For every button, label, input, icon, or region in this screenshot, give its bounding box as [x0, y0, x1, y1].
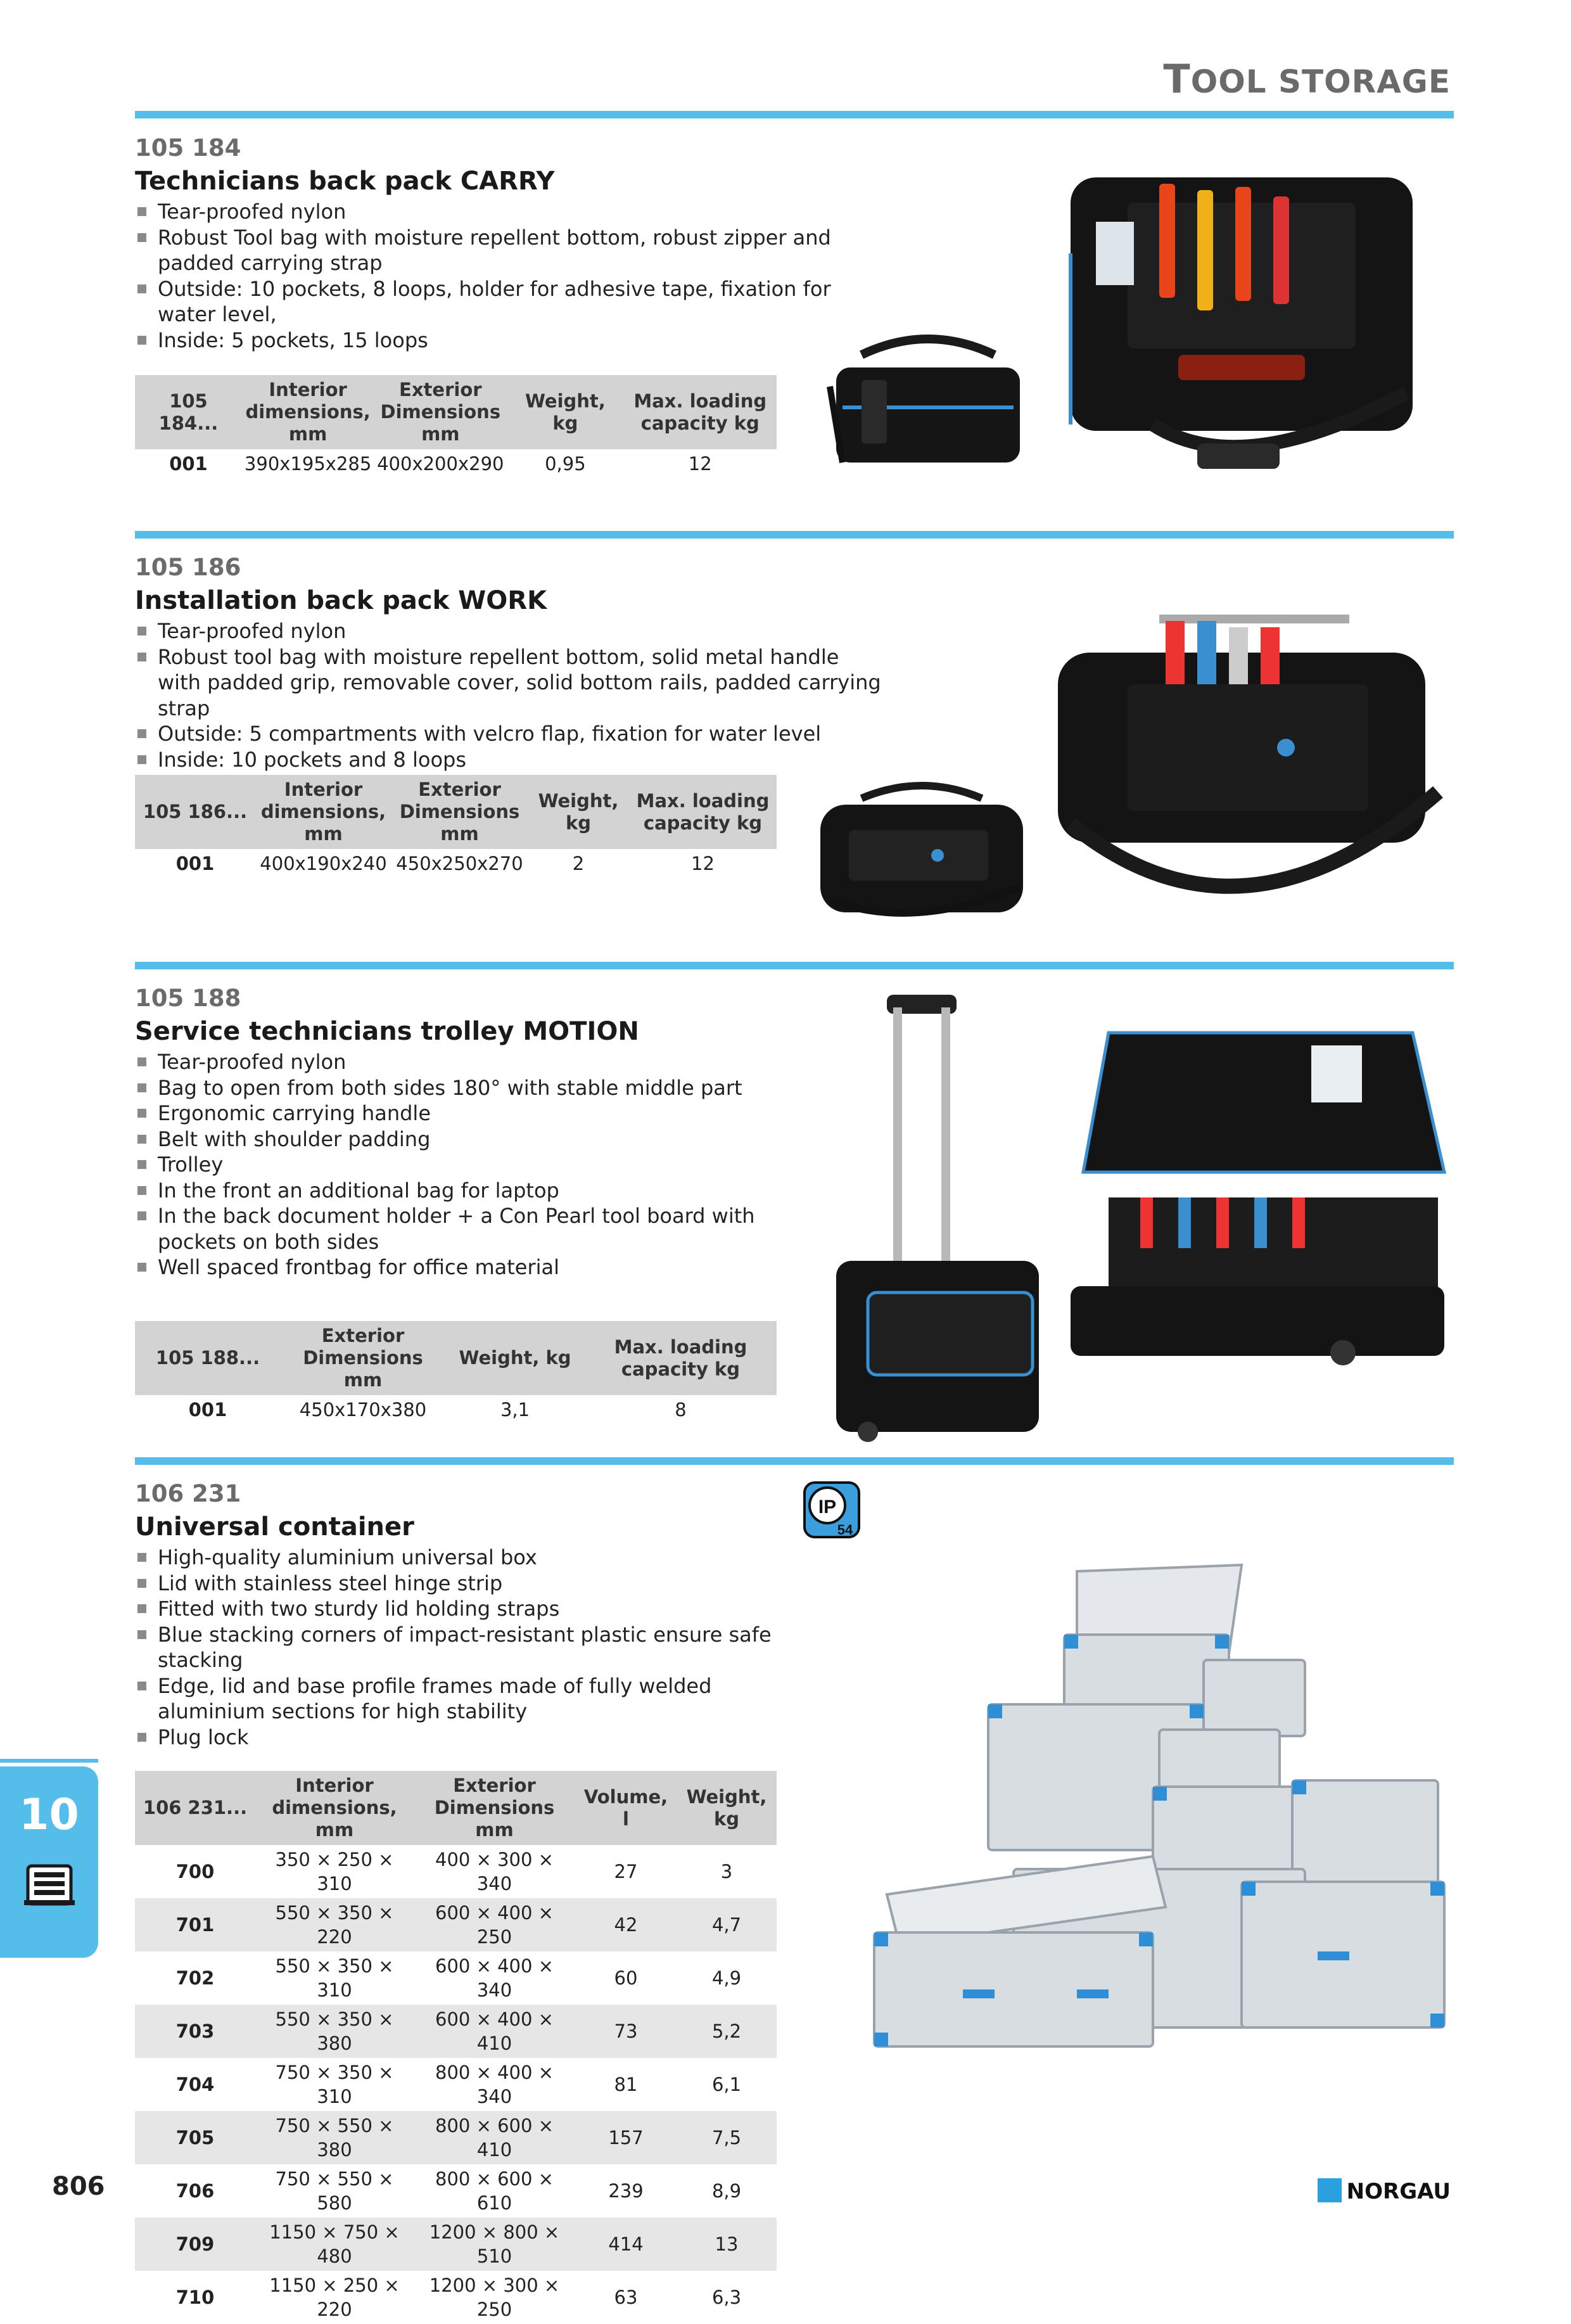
feature-item: Inside: 10 pockets and 8 loops	[135, 747, 882, 773]
table-cell: 550 × 350 × 380	[255, 2005, 414, 2058]
table-cell: 1200 × 300 × 250	[429, 2275, 560, 2320]
feature-list	[135, 1049, 838, 1280]
chapter-tab-line	[0, 1759, 98, 1763]
table-header: Max. loading capacity kg	[629, 775, 777, 849]
spec-table	[135, 775, 777, 878]
tool-cabinet-icon	[24, 1860, 75, 1910]
table-cell: 6,3	[711, 2287, 742, 2308]
table-cell: 2	[572, 853, 585, 874]
table-header: Exterior Dimensions mm	[391, 775, 528, 849]
feature-item: Tear-proofed nylon	[135, 199, 838, 225]
feature-item: Tear-proofed nylon	[135, 618, 882, 644]
backpack-work-large-image	[1033, 583, 1444, 938]
product-code: 105 184	[135, 134, 241, 162]
table-row	[135, 2111, 777, 2164]
table-cell: 12	[691, 853, 715, 874]
table-header: Volume, l	[575, 1771, 677, 1845]
table-row	[135, 1898, 777, 1951]
table-header: 105 184...	[135, 375, 242, 449]
product-code: 105 188	[135, 985, 241, 1012]
table-row	[135, 2271, 777, 2324]
table-cell: 81	[614, 2074, 638, 2095]
table-cell: 350 × 250 × 310	[275, 1849, 394, 1894]
table-cell: 701	[135, 1898, 255, 1951]
table-cell: 750 × 550 × 580	[275, 2168, 394, 2214]
table-header: 105 186...	[135, 775, 255, 849]
table-cell: 600 × 400 × 250	[414, 1898, 575, 1951]
feature-item: Lid with stainless steel hinge strip	[135, 1571, 794, 1597]
feature-item: Inside: 5 pockets, 15 loops	[135, 328, 838, 354]
feature-item: In the front an additional bag for laptop	[135, 1178, 838, 1204]
spec-table	[135, 375, 777, 478]
trolley-motion-image	[830, 988, 1045, 1445]
feature-item: In the back document holder + a Con Pearl tool board with pockets on both sides	[135, 1203, 838, 1255]
table-row	[135, 449, 777, 478]
table-cell: 3	[720, 1861, 733, 1882]
table-cell: 800 × 400 × 340	[435, 2062, 554, 2107]
table-cell: 73	[575, 2005, 677, 2058]
table-row	[135, 2058, 777, 2111]
table-cell: 414	[575, 2218, 677, 2271]
feature-item: Trolley	[135, 1152, 838, 1178]
backpack-carry-small-image	[824, 329, 1033, 475]
table-header: Weight, kg	[507, 375, 623, 449]
table-cell: 27	[614, 1861, 638, 1882]
feature-item: Ergonomic carrying handle	[135, 1101, 838, 1127]
table-cell: 550 × 350 × 310	[275, 1955, 394, 2001]
table-cell: 3,1	[500, 1399, 530, 1421]
table-row	[135, 2164, 777, 2218]
table-cell: 6,1	[711, 2074, 742, 2095]
feature-item: Belt with shoulder padding	[135, 1127, 838, 1152]
product-105184	[135, 132, 838, 353]
spec-table	[135, 1321, 777, 1424]
feature-item: Plug lock	[135, 1725, 794, 1751]
table-header: 106 231...	[135, 1771, 255, 1845]
feature-item: Robust tool bag with moisture repellent bottom, solid metal handle with padded grip, removable cover, solid bottom rails, padded carrying strap	[135, 644, 882, 722]
table-row	[135, 1845, 777, 1898]
product-105188	[135, 982, 838, 1280]
table-cell: 400x200x290	[377, 453, 504, 475]
table-cell: 8,9	[711, 2180, 742, 2202]
table-cell: 710	[175, 2287, 215, 2308]
table-cell: 157	[575, 2111, 677, 2164]
table-cell: 5,2	[677, 2005, 777, 2058]
table-cell: 13	[677, 2218, 777, 2271]
table-header: Interior dimensions, mm	[242, 375, 374, 449]
product-title: Installation back pack WORK	[135, 586, 547, 615]
table-cell: 001	[188, 1399, 227, 1421]
table-header: Exterior Dimensions mm	[374, 375, 507, 449]
table-cell: 750 × 550 × 380	[255, 2111, 414, 2164]
ip54-badge-icon	[803, 1481, 860, 1538]
product-title: Universal container	[135, 1512, 414, 1542]
table-cell: 709	[135, 2218, 255, 2271]
table-header-row	[135, 1771, 777, 1845]
table-header: Exterior Dimensions mm	[281, 1321, 445, 1395]
table-cell: 400 × 300 × 340	[435, 1849, 554, 1894]
backpack-work-small-image	[811, 773, 1033, 925]
feature-item: Well spaced frontbag for office material	[135, 1255, 838, 1280]
table-header: Max. loading capacity kg	[624, 375, 777, 449]
table-cell: 60	[614, 1967, 638, 1989]
table-cell: 7,5	[677, 2111, 777, 2164]
table-header: Interior dimensions, mm	[255, 1771, 414, 1845]
table-cell: 4,9	[711, 1967, 742, 1989]
table-row	[135, 2005, 777, 2058]
product-title: Technicians back pack CARRY	[135, 167, 555, 196]
table-cell: 450x250x270	[396, 853, 523, 874]
product-title: Service technicians trolley MOTION	[135, 1017, 639, 1046]
table-cell: 700	[175, 1861, 215, 1882]
table-header-row	[135, 1321, 777, 1395]
spec-table	[135, 1771, 777, 2324]
feature-item: Blue stacking corners of impact-resistant plastic ensure safe stacking	[135, 1622, 794, 1673]
table-row	[135, 1951, 777, 2005]
table-cell: 800 × 600 × 610	[435, 2168, 554, 2214]
table-cell: 1200 × 800 × 510	[414, 2218, 575, 2271]
product-105186	[135, 551, 882, 772]
aluminium-containers-image	[836, 1552, 1457, 2085]
table-cell: 001	[175, 853, 215, 874]
feature-item: Outside: 10 pockets, 8 loops, holder for adhesive tape, fixation for water level,	[135, 276, 838, 328]
backpack-carry-large-image	[1052, 127, 1432, 482]
table-cell: 390x195x285	[244, 453, 372, 475]
brand-logo	[1318, 2178, 1451, 2204]
svg-text:IP: IP	[818, 1497, 837, 1517]
feature-item: Tear-proofed nylon	[135, 1049, 838, 1075]
feature-item: Edge, lid and base profile frames made of fully welded aluminium sections for high stability	[135, 1673, 794, 1725]
table-cell: 1150 × 750 × 480	[255, 2218, 414, 2271]
table-header-row	[135, 375, 777, 449]
trolley-open-image	[1058, 1007, 1451, 1369]
page-number: 806	[52, 2172, 105, 2201]
feature-list	[135, 1545, 794, 1750]
header-divider	[135, 111, 1454, 118]
table-cell: 600 × 400 × 340	[435, 1955, 554, 2001]
feature-item: Outside: 5 compartments with velcro flap, fixation for water level	[135, 721, 882, 747]
table-cell: 4,7	[677, 1898, 777, 1951]
table-cell: 705	[135, 2111, 255, 2164]
table-header: Exterior Dimensions mm	[414, 1771, 575, 1845]
table-header: 105 188...	[135, 1321, 281, 1395]
feature-list	[135, 618, 882, 772]
table-cell: 8	[675, 1399, 687, 1421]
table-cell: 550 × 350 × 220	[255, 1898, 414, 1951]
table-cell: 600 × 400 × 410	[414, 2005, 575, 2058]
table-cell: 001	[169, 453, 208, 475]
table-cell: 706	[175, 2180, 215, 2202]
product-code: 106 231	[135, 1480, 241, 1507]
table-header: Interior dimensions, mm	[255, 775, 391, 849]
table-cell: 703	[135, 2005, 255, 2058]
product-106231	[135, 1478, 794, 1750]
table-cell: 0,95	[545, 453, 586, 475]
feature-item: High-quality aluminium universal box	[135, 1545, 794, 1571]
brand-name: NORGAU	[1346, 2179, 1451, 2204]
section-divider	[135, 962, 1454, 969]
table-header: Weight, kg	[528, 775, 629, 849]
section-divider	[135, 1457, 1454, 1465]
feature-item: Robust Tool bag with moisture repellent bottom, robust zipper and padded carrying strap	[135, 225, 838, 276]
product-code: 105 186	[135, 554, 241, 581]
table-row	[135, 849, 777, 878]
table-cell: 42	[575, 1898, 677, 1951]
table-header: Max. loading capacity kg	[585, 1321, 777, 1395]
table-cell: 400x190x240	[260, 853, 387, 874]
table-cell: 63	[614, 2287, 638, 2308]
svg-text:54: 54	[837, 1522, 853, 1538]
table-cell: 702	[175, 1967, 215, 1989]
table-cell: 450x170x380	[299, 1399, 427, 1421]
feature-item: Fitted with two sturdy lid holding straps	[135, 1596, 794, 1622]
table-row	[135, 2218, 777, 2271]
chapter-number: 10	[19, 1790, 79, 1840]
table-cell: 239	[608, 2180, 644, 2202]
table-cell: 12	[688, 453, 712, 475]
feature-item: Bag to open from both sides 180° with stable middle part	[135, 1075, 838, 1101]
table-cell: 800 × 600 × 410	[414, 2111, 575, 2164]
table-cell: 750 × 350 × 310	[275, 2062, 394, 2107]
feature-list	[135, 199, 838, 353]
table-cell: 1150 × 250 × 220	[269, 2275, 400, 2320]
table-cell: 704	[175, 2074, 215, 2095]
brand-square-icon	[1318, 2178, 1342, 2202]
table-header: Weight, kg	[677, 1771, 777, 1845]
table-header: Weight, kg	[445, 1321, 585, 1395]
table-row	[135, 1395, 777, 1424]
table-header-row	[135, 775, 777, 849]
section-title: TOOL STORAGE	[1163, 56, 1451, 102]
section-divider	[135, 531, 1454, 539]
